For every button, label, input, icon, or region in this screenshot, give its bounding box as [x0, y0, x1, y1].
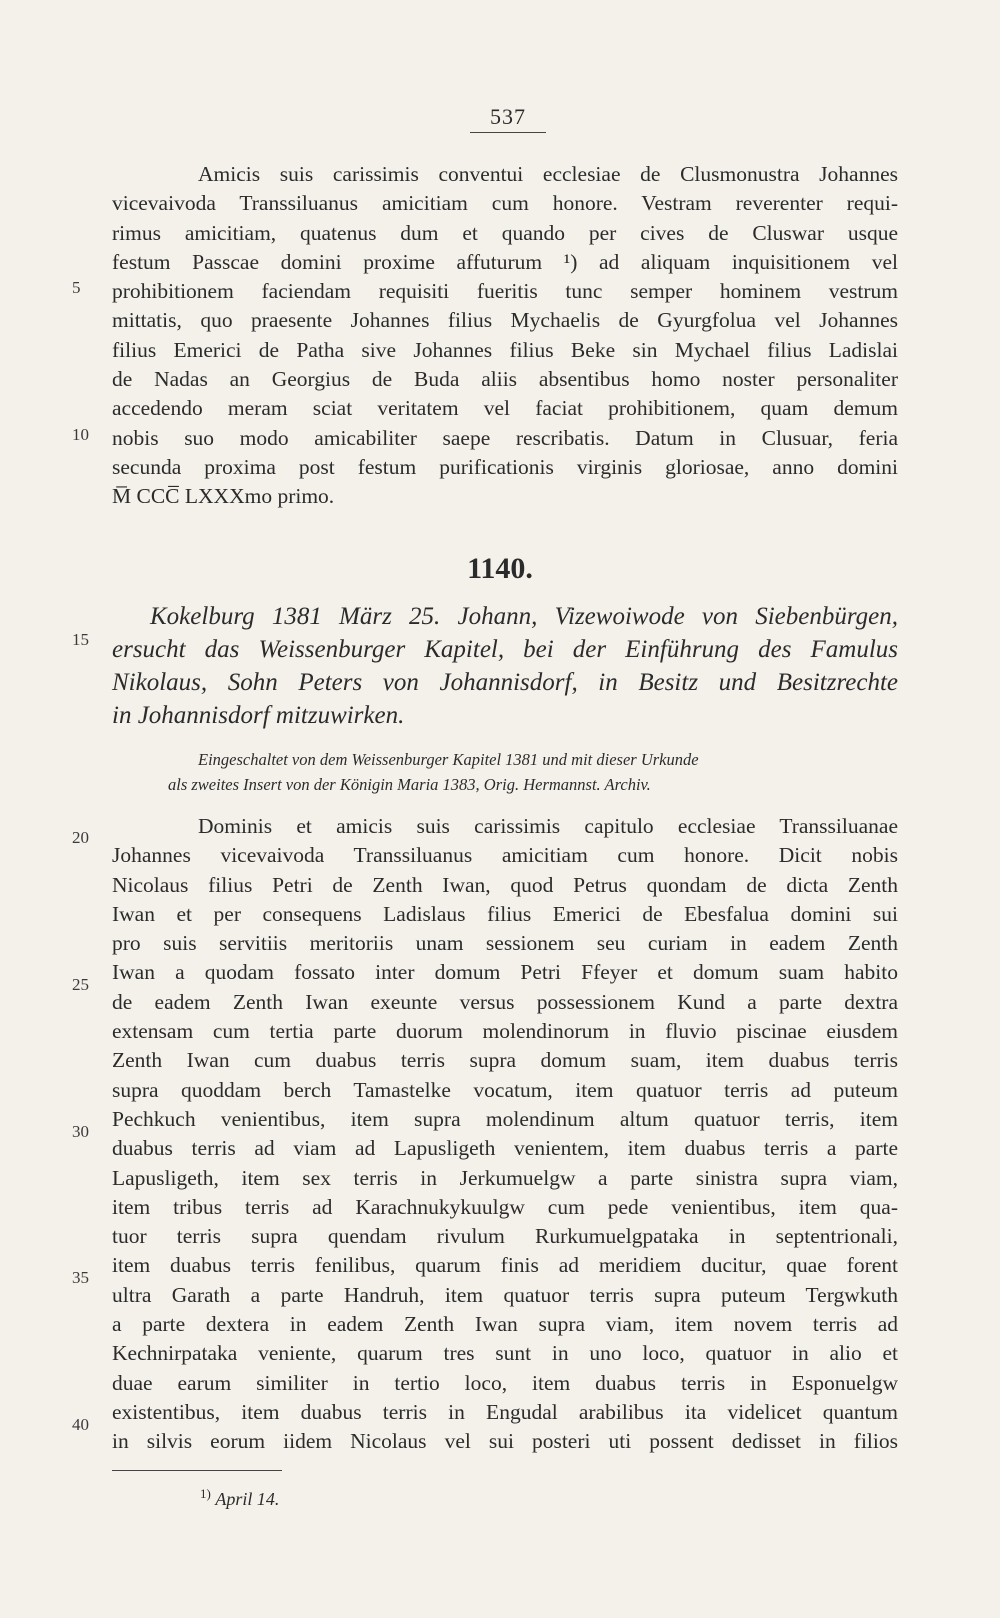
text-line: item duabus terris fenilibus, quarum finis ad meridiem ducitur, quae forent [112, 1253, 898, 1278]
footnote-divider [112, 1470, 282, 1471]
text-line: item tribus terris ad Karachnukykuulgw cum pede venientibus, item qua- [112, 1194, 898, 1219]
text-line: rimus amicitiam, quatenus dum et quando per cives de Cluswar usque [112, 220, 898, 245]
text-line: duabus terris ad viam ad Lapusligeth venientem, item duabus terris a parte [112, 1136, 898, 1161]
line-number: 40 [72, 1415, 89, 1434]
text-line: vicevaivoda Transsiluanus amicitiam cum honore. Vestram reverenter requi- [112, 191, 898, 216]
text-line: de Nadas an Georgius de Buda aliis absentibus homo noster personaliter [112, 367, 898, 392]
regest-line: Kokelburg 1381 März 25. Johann, Vizewoiwode von Siebenbürgen, [150, 603, 898, 630]
line-number: 30 [72, 1122, 89, 1141]
text-line: extensam cum tertia parte duorum molendinorum in fluvio piscinae eiusdem [112, 1019, 898, 1044]
footnote-text: April 14. [215, 1489, 280, 1509]
text-line: Kechnirpataka veniente, quarum tres sunt in uno loco, quatuor in alio et [112, 1341, 898, 1366]
text-line: existentibus, item duabus terris in Engudal arabilibus ita videlicet quantum [112, 1399, 898, 1424]
line-number: 35 [72, 1268, 89, 1287]
source-note [112, 747, 898, 797]
text-line: festum Passcae domini proxime affuturum ¹) ad aliquam inquisitionem vel [112, 249, 898, 274]
regest-line: Nikolaus, Sohn Peters von Johannisdorf, in Besitz und Besitzrechte [112, 669, 898, 696]
footnote [200, 1486, 279, 1510]
text-line: prohibitionem faciendam requisiti fueritis tunc semper hominem vestrum [112, 279, 898, 304]
footnote-marker: 1) [200, 1486, 211, 1501]
document-number: 1140. [467, 552, 533, 585]
text-line: tuor terris supra quendam rivulum Rurkumuelgpataka in septentrionali, [112, 1224, 898, 1249]
text-line: Amicis suis carissimis conventui ecclesiae de Clusmonustra Johannes [198, 162, 898, 186]
text-line: pro suis servitiis meritoriis unam sessionem seu curiam in eadem Zenth [112, 931, 898, 956]
note-line: als zweites Insert von der Königin Maria 1383, Orig. Hermannst. Archiv. [168, 775, 651, 794]
text-line: mittatis, quo praesente Johannes filius Mychaelis de Gyurgfolua vel Johannes [112, 308, 898, 333]
text-line: a parte dextera in eadem Zenth Iwan supra viam, item novem terris ad [112, 1312, 898, 1337]
text-line: in silvis eorum iidem Nicolaus vel sui posteri uti possent dedisset in filios [112, 1429, 898, 1454]
letter-1 [112, 160, 898, 512]
text-line: Iwan et per consequens Ladislaus filius Emerici de Ebesfalua domini sui [112, 901, 898, 926]
text-line: supra quoddam berch Tamastelke vocatum, item quatuor terris ad puteum [112, 1077, 898, 1102]
regest-line: ersucht das Weissenburger Kapitel, bei der Einführung des Famulus [112, 636, 898, 663]
text-line: accedendo meram sciat veritatem vel faciat prohibitionem, quam demum [112, 396, 898, 421]
line-number: 10 [72, 425, 89, 444]
text-line: de eadem Zenth Iwan exeunte versus possessionem Kund a parte dextra [112, 989, 898, 1014]
text-line: Iwan a quodam fossato inter domum Petri Ffeyer et domum suam habito [112, 960, 898, 985]
text-line: duae earum similiter in tertio loco, item duabus terris in Esponuelgw [112, 1370, 898, 1395]
text-line: secunda proxima post festum purificationis virginis gloriosae, anno domini [112, 454, 898, 479]
text-line: filius Emerici de Patha sive Johannes filius Beke sin Mychael filius Ladislai [112, 337, 898, 362]
text-line: Johannes vicevaivoda Transsiluanus amicitiam cum honore. Dicit nobis [112, 843, 898, 868]
line-number: 20 [72, 828, 89, 847]
text-line: Zenth Iwan cum duabus terris supra domum suam, item duabus terris [112, 1048, 898, 1073]
text-line: Dominis et amicis suis carissimis capitulo ecclesiae Transsiluanae [198, 814, 898, 838]
line-number: 5 [72, 278, 81, 297]
text-line: ultra Garath a parte Handruh, item quatuor terris supra puteum Tergwkuth [112, 1282, 898, 1307]
text-line: Pechkuch venientibus, item supra molendinum altum quatuor terris, item [112, 1106, 898, 1131]
letter-2 [112, 812, 898, 1457]
regest-line: in Johannisdorf mitzuwirken. [112, 702, 405, 729]
line-number: 15 [72, 630, 89, 649]
regest [112, 600, 898, 732]
line-number: 25 [72, 975, 89, 994]
note-line: Eingeschaltet von dem Weissenburger Kapitel 1381 und mit dieser Urkunde [198, 750, 699, 769]
text-line: Nicolaus filius Petri de Zenth Iwan, quod Petrus quondam de dicta Zenth [112, 872, 898, 897]
page-number: 537 [470, 104, 546, 133]
text-line: M̅ CCC̅ LXXXmo primo. [112, 484, 335, 509]
text-line: Lapusligeth, item sex terris in Jerkumuelgw a parte sinistra supra viam, [112, 1165, 898, 1190]
text-line: nobis suo modo amicabiliter saepe rescribatis. Datum in Clusuar, feria [112, 425, 898, 450]
